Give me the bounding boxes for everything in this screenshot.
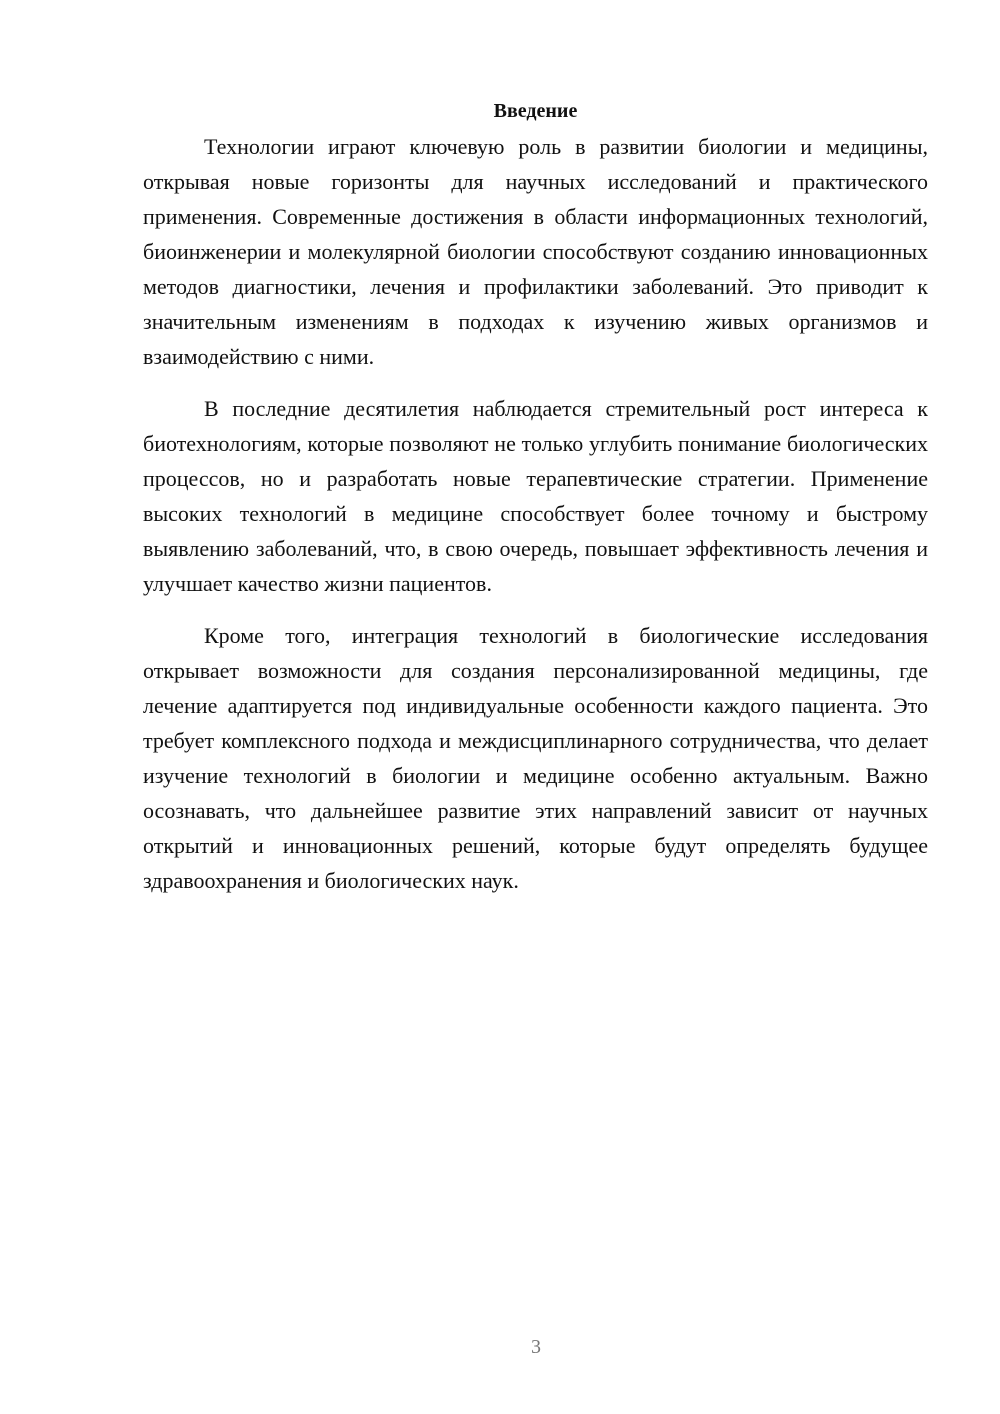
page-number: 3 [531,1336,541,1358]
paragraph-2: В последние десятилетия наблюдается стремительный рост интереса к биотехнологиям, которые позволяют не только углубить понимание биологических процессов, но и разработать новые терапевтические стратегии. Применение высоких технологий в медицине способствует более точному и быстрому выявлению заболеваний, что, в свою очередь, повышает эффективность лечения и улучшает качество жизни пациентов. [143,396,928,596]
paragraph-1: Технологии играют ключевую роль в развитии биологии и медицины, открывая новые горизонты для научных исследований и практического применения. Современные достижения в области информационных технологий, биоинженерии и молекулярной биологии способствуют созданию инновационных методов диагностики, лечения и профилактики заболеваний. Это приводит к значительным изменениям в подходах к изучению живых организмов и взаимодействию с ними. [143,134,928,369]
paragraph-3: Кроме того, интеграция технологий в биологические исследования открывает возможности для создания персонализированной медицины, где лечение адаптируется под индивидуальные особенности каждого пациента. Это требует комплексного подхода и междисциплинарного сотрудничества, что делает изучение технологий в биологии и медицине особенно актуальным. Важно осознавать, что дальнейшее развитие этих направлений зависит от научных открытий и инновационных решений, которые будут определять будущее здравоохранения и биологических наук. [143,623,928,893]
page-content [143,94,928,915]
section-title: Введение [493,100,578,122]
